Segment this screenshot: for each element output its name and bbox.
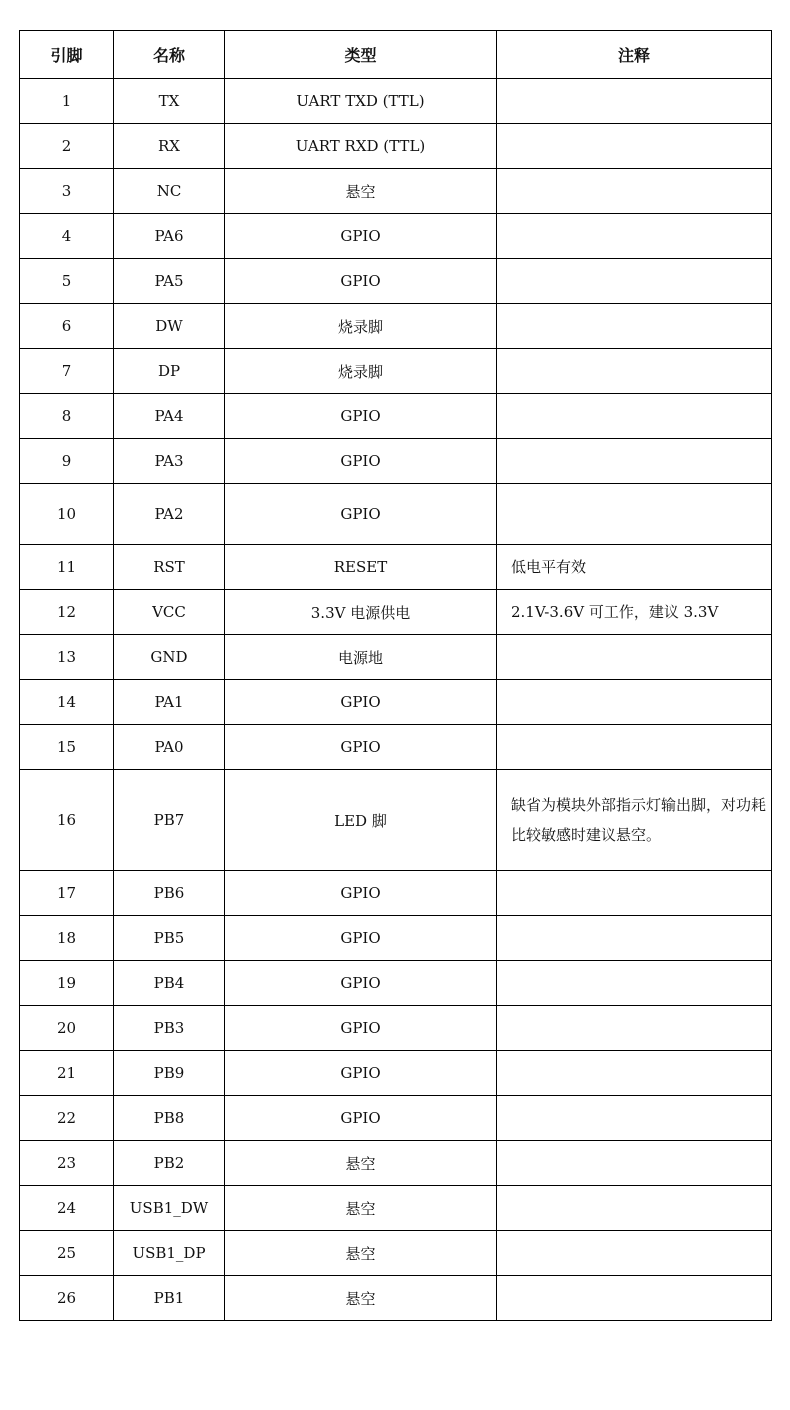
table-row (20, 79, 772, 124)
note-cell (497, 1051, 772, 1096)
pin-cell: 8 (20, 394, 114, 439)
pin-cell: 23 (20, 1141, 114, 1186)
note-cell (497, 916, 772, 961)
table-row (20, 304, 772, 349)
note-cell: 缺省为模块外部指示灯输出脚，对功耗比较敏感时建议悬空。 (497, 770, 772, 871)
pin-cell: 10 (20, 484, 114, 545)
pin-table (19, 30, 772, 1321)
note-cell (497, 1006, 772, 1051)
pin-cell: 19 (20, 961, 114, 1006)
pin-cell: 3 (20, 169, 114, 214)
type-cell: GPIO (225, 484, 497, 545)
type-cell: 悬空 (225, 169, 497, 214)
note-cell: 低电平有效 (497, 545, 772, 590)
table-row (20, 590, 772, 635)
pin-cell: 14 (20, 680, 114, 725)
table-row (20, 725, 772, 770)
note-cell (497, 1276, 772, 1321)
header-row (20, 31, 772, 79)
type-cell: GPIO (225, 439, 497, 484)
note-cell (497, 259, 772, 304)
table-row (20, 349, 772, 394)
pin-cell: 20 (20, 1006, 114, 1051)
name-cell: PB9 (114, 1051, 225, 1096)
note-cell (497, 124, 772, 169)
pin-cell: 6 (20, 304, 114, 349)
type-cell: GPIO (225, 916, 497, 961)
table-row (20, 871, 772, 916)
table-row (20, 680, 772, 725)
note-cell (497, 1141, 772, 1186)
pin-cell: 26 (20, 1276, 114, 1321)
table-row (20, 961, 772, 1006)
name-cell: VCC (114, 590, 225, 635)
type-cell: GPIO (225, 961, 497, 1006)
table-row (20, 1141, 772, 1186)
note-cell (497, 484, 772, 545)
pin-cell: 11 (20, 545, 114, 590)
pin-cell: 17 (20, 871, 114, 916)
type-cell: GPIO (225, 871, 497, 916)
name-cell: PA3 (114, 439, 225, 484)
type-cell: GPIO (225, 394, 497, 439)
pin-cell: 25 (20, 1231, 114, 1276)
type-cell: 电源地 (225, 635, 497, 680)
table-row (20, 1096, 772, 1141)
header-note: 注释 (497, 31, 772, 79)
type-cell: UART TXD (TTL) (225, 79, 497, 124)
name-cell: PB5 (114, 916, 225, 961)
note-cell (497, 304, 772, 349)
table-row (20, 394, 772, 439)
type-cell: GPIO (225, 1006, 497, 1051)
table-row (20, 124, 772, 169)
type-cell: UART RXD (TTL) (225, 124, 497, 169)
name-cell: PA2 (114, 484, 225, 545)
note-cell (497, 214, 772, 259)
pin-cell: 22 (20, 1096, 114, 1141)
header-type: 类型 (225, 31, 497, 79)
table-row (20, 1006, 772, 1051)
table-row (20, 1051, 772, 1096)
type-cell: GPIO (225, 1051, 497, 1096)
name-cell: USB1_DW (114, 1186, 225, 1231)
note-cell (497, 1096, 772, 1141)
header-name: 名称 (114, 31, 225, 79)
note-cell (497, 394, 772, 439)
table-row (20, 214, 772, 259)
name-cell: PA4 (114, 394, 225, 439)
pin-cell: 9 (20, 439, 114, 484)
pin-cell: 2 (20, 124, 114, 169)
note-cell (497, 1186, 772, 1231)
table-row (20, 545, 772, 590)
note-cell (497, 169, 772, 214)
pin-cell: 21 (20, 1051, 114, 1096)
name-cell: USB1_DP (114, 1231, 225, 1276)
note-cell (497, 439, 772, 484)
note-cell (497, 79, 772, 124)
name-cell: PB1 (114, 1276, 225, 1321)
pin-cell: 1 (20, 79, 114, 124)
name-cell: GND (114, 635, 225, 680)
name-cell: PB7 (114, 770, 225, 871)
type-cell: LED 脚 (225, 770, 497, 871)
pin-cell: 24 (20, 1186, 114, 1231)
type-cell: 烧录脚 (225, 349, 497, 394)
note-cell (497, 961, 772, 1006)
table-row (20, 770, 772, 871)
name-cell: PB4 (114, 961, 225, 1006)
pin-cell: 5 (20, 259, 114, 304)
name-cell: DP (114, 349, 225, 394)
table-row (20, 259, 772, 304)
table-row (20, 439, 772, 484)
note-cell (497, 349, 772, 394)
header-pin: 引脚 (20, 31, 114, 79)
table-row (20, 916, 772, 961)
note-cell (497, 635, 772, 680)
type-cell: GPIO (225, 680, 497, 725)
pin-cell: 12 (20, 590, 114, 635)
name-cell: PA1 (114, 680, 225, 725)
name-cell: NC (114, 169, 225, 214)
note-cell (497, 871, 772, 916)
type-cell: GPIO (225, 725, 497, 770)
type-cell: GPIO (225, 1096, 497, 1141)
pin-cell: 4 (20, 214, 114, 259)
type-cell: GPIO (225, 214, 497, 259)
name-cell: PB8 (114, 1096, 225, 1141)
type-cell: 3.3V 电源供电 (225, 590, 497, 635)
pin-cell: 7 (20, 349, 114, 394)
table-row (20, 635, 772, 680)
pin-cell: 15 (20, 725, 114, 770)
name-cell: PA6 (114, 214, 225, 259)
type-cell: 悬空 (225, 1141, 497, 1186)
table-row (20, 1186, 772, 1231)
note-cell: 2.1V-3.6V 可工作，建议 3.3V (497, 590, 772, 635)
name-cell: DW (114, 304, 225, 349)
name-cell: RST (114, 545, 225, 590)
name-cell: PB2 (114, 1141, 225, 1186)
name-cell: PB6 (114, 871, 225, 916)
table-row (20, 1276, 772, 1321)
type-cell: 悬空 (225, 1231, 497, 1276)
type-cell: GPIO (225, 259, 497, 304)
note-cell (497, 725, 772, 770)
name-cell: PA5 (114, 259, 225, 304)
name-cell: PA0 (114, 725, 225, 770)
pin-cell: 13 (20, 635, 114, 680)
name-cell: RX (114, 124, 225, 169)
table-row (20, 169, 772, 214)
note-cell (497, 680, 772, 725)
type-cell: 悬空 (225, 1276, 497, 1321)
pin-cell: 16 (20, 770, 114, 871)
table-row (20, 484, 772, 545)
table-row (20, 1231, 772, 1276)
name-cell: PB3 (114, 1006, 225, 1051)
name-cell: TX (114, 79, 225, 124)
pin-cell: 18 (20, 916, 114, 961)
type-cell: 烧录脚 (225, 304, 497, 349)
note-cell (497, 1231, 772, 1276)
type-cell: RESET (225, 545, 497, 590)
type-cell: 悬空 (225, 1186, 497, 1231)
